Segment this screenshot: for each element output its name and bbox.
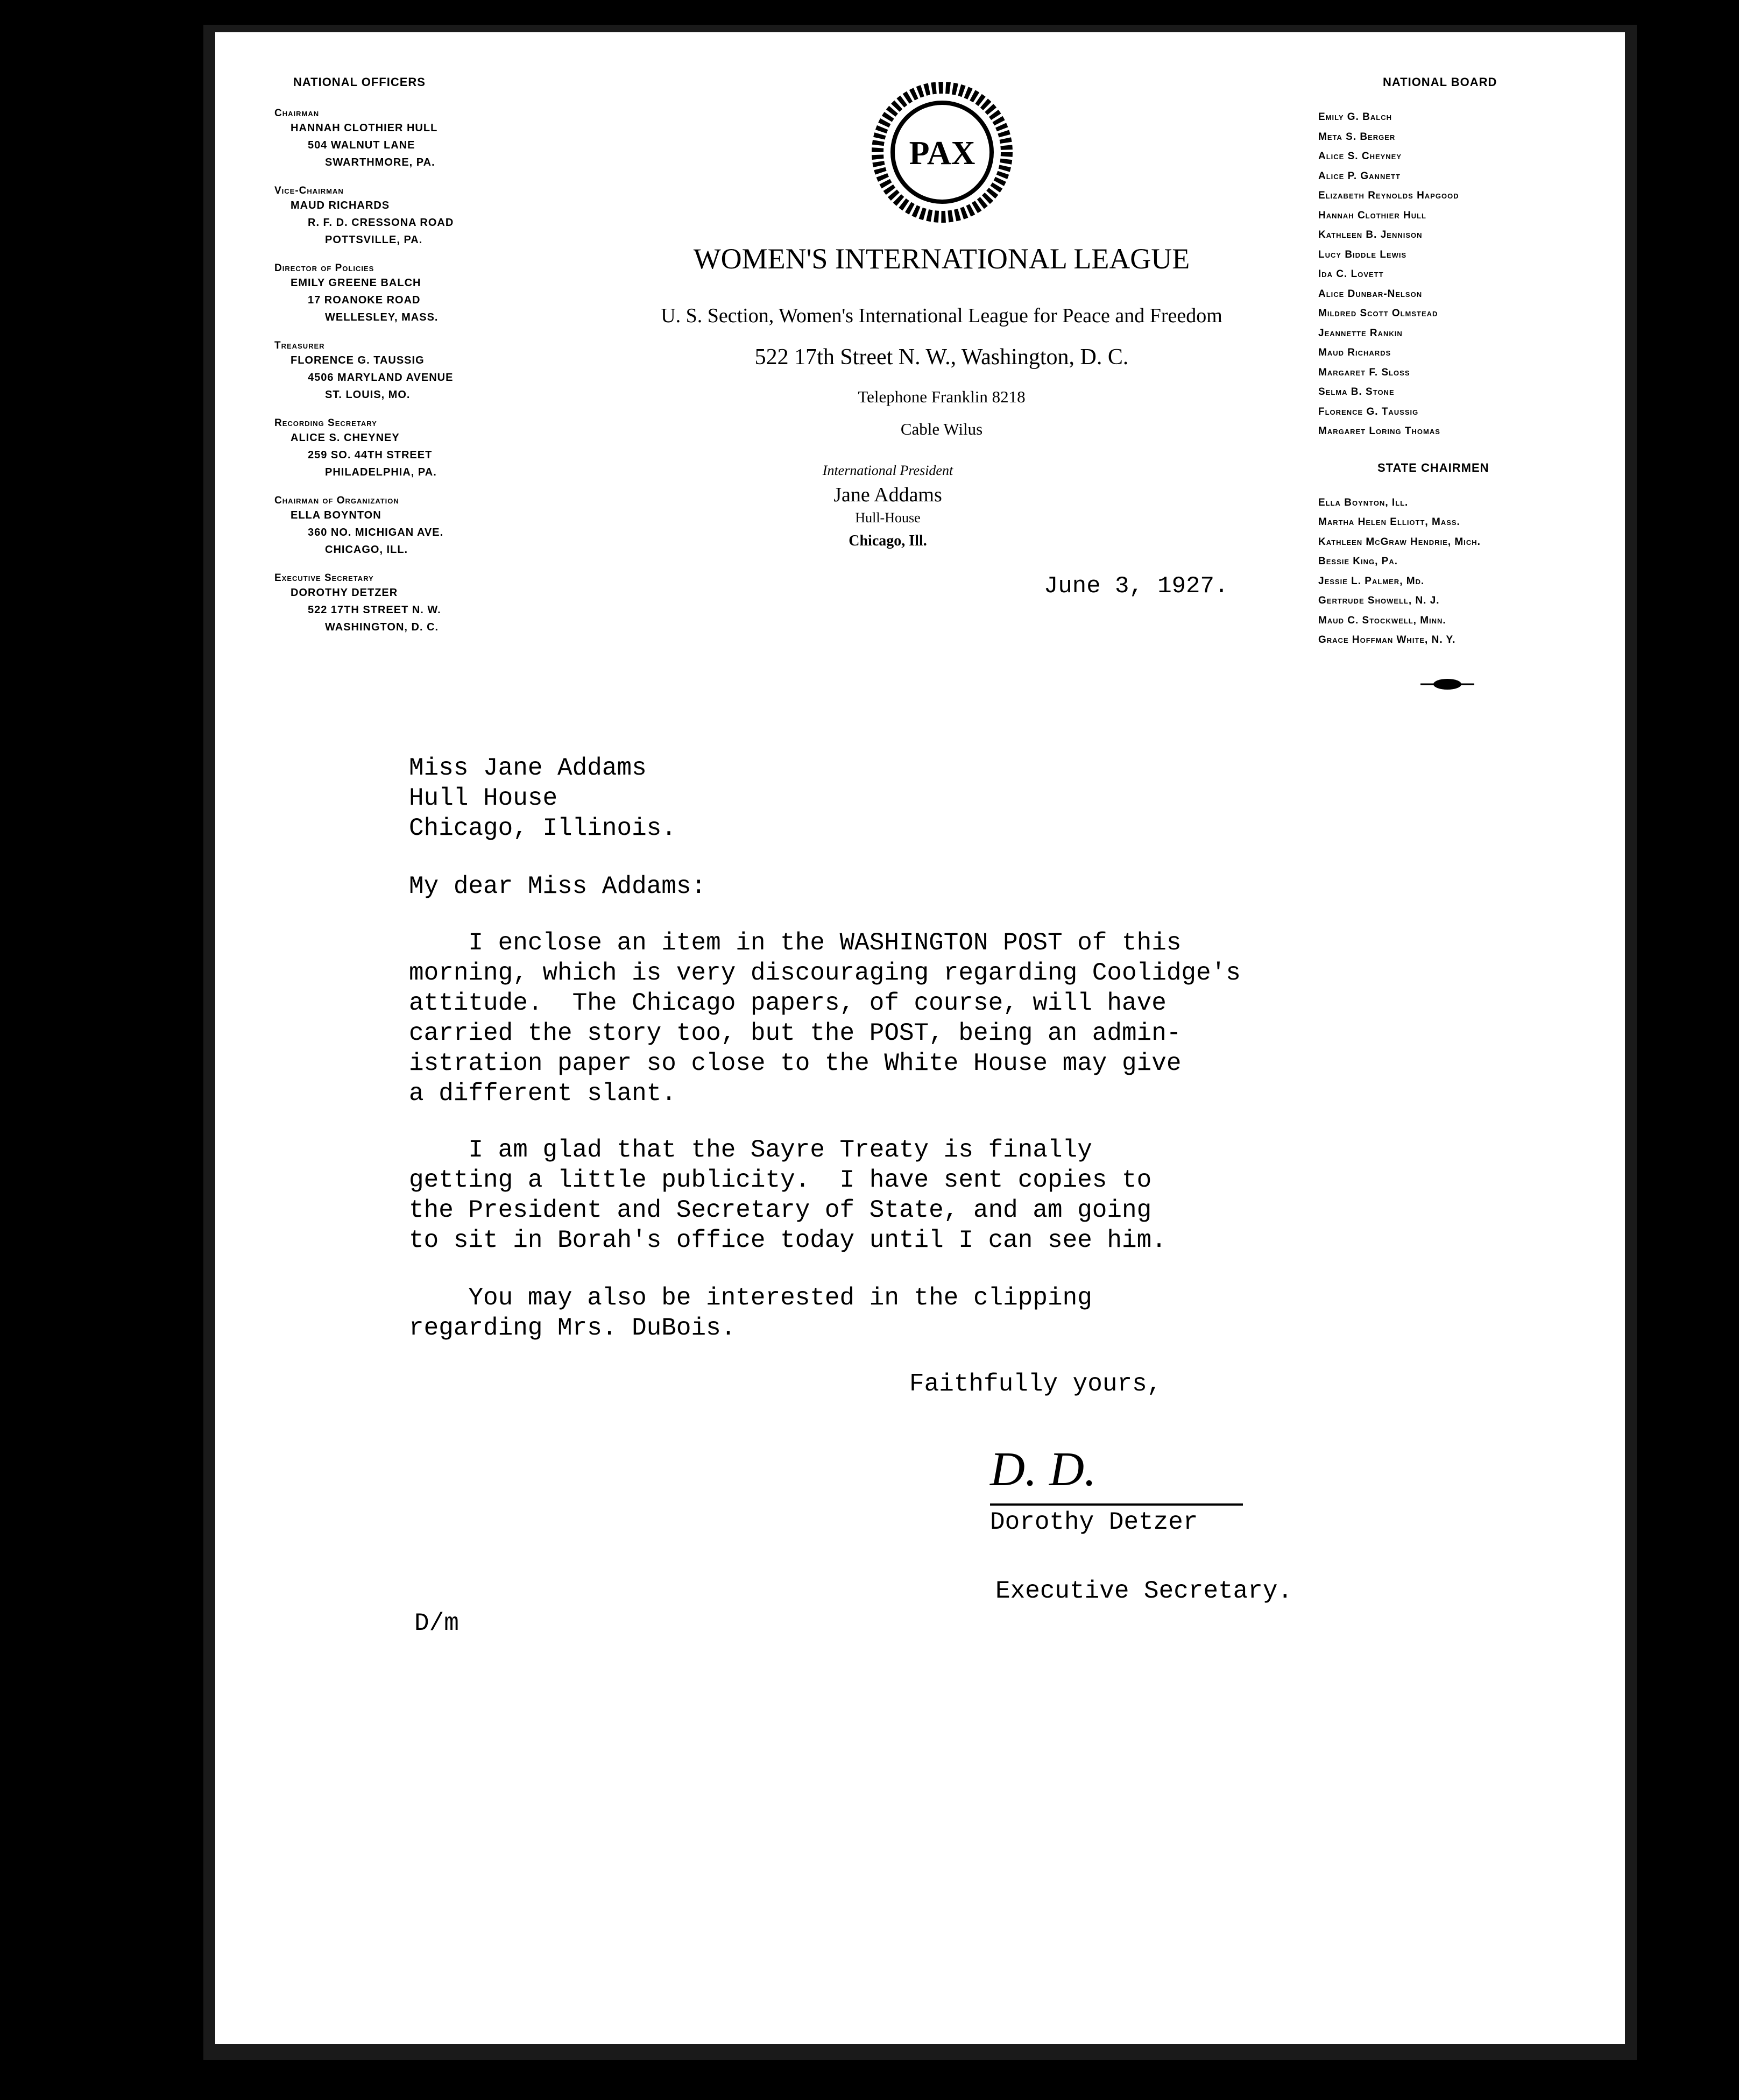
body-line: istration paper so close to the White House may give: [409, 1049, 1182, 1077]
officer-group: [274, 495, 554, 558]
president-addr1: Hull-House: [855, 510, 921, 526]
body-line: a different slant.: [409, 1080, 676, 1108]
officer-line: POTTSVILLE, PA.: [325, 234, 423, 246]
paragraph-2: [409, 1135, 1167, 1255]
pax-seal: [872, 82, 1013, 223]
body-line: morning, which is very discouraging regarding Coolidge's: [409, 959, 1241, 987]
body-line: getting a little publicity. I have sent copies to: [409, 1166, 1152, 1194]
board-member: Meta S. Berger: [1318, 131, 1396, 143]
paragraph-1: [409, 928, 1241, 1109]
state-chairman: Gertrude Showell, N. J.: [1318, 595, 1440, 606]
officer-line: R. F. D. CRESSONA ROAD: [308, 217, 454, 229]
officer-group: [274, 108, 554, 171]
ornament: [1420, 678, 1474, 691]
officer-line: 504 WALNUT LANE: [308, 139, 415, 151]
board-heading: NATIONAL BOARD: [1383, 75, 1497, 89]
org-name: WOMEN'S INTERNATIONAL LEAGUE: [693, 243, 1190, 275]
board-member: Florence G. Taussig: [1318, 406, 1419, 417]
recipient-block: [409, 753, 676, 843]
board-member: Elizabeth Reynolds Hapgood: [1318, 190, 1459, 201]
seal-text: PAX: [909, 135, 975, 172]
state-chairman: Kathleen McGraw Hendrie, Mich.: [1318, 536, 1481, 548]
body-line: the President and Secretary of State, and am going: [409, 1196, 1152, 1224]
officer-title: Executive Secretary: [274, 572, 374, 584]
signer-title: Executive Secretary.: [995, 1577, 1293, 1605]
officer-title: Vice-Chairman: [274, 185, 344, 196]
body-line: attitude. The Chicago papers, of course, will have: [409, 989, 1167, 1017]
board-member: Margaret F. Sloss: [1318, 366, 1410, 378]
officer-group: [274, 417, 554, 481]
officer-title: Chairman: [274, 108, 320, 119]
recipient-line: Miss Jane Addams: [409, 754, 647, 782]
body-line: to sit in Borah's office today until I can see him.: [409, 1226, 1167, 1254]
national-board: [1318, 75, 1598, 650]
officer-line: WELLESLEY, MASS.: [325, 311, 439, 323]
letter-date: June 3, 1927.: [1044, 573, 1229, 600]
recipient-line: Chicago, Illinois.: [409, 814, 676, 842]
officer-line: 522 17TH STREET N. W.: [308, 604, 441, 616]
board-member: Margaret Loring Thomas: [1318, 425, 1440, 437]
org-section: U. S. Section, Women's International League for Peace and Freedom: [661, 304, 1222, 327]
body-line: regarding Mrs. DuBois.: [409, 1314, 736, 1342]
body-line: I enclose an item in the WASHINGTON POST of this: [409, 929, 1182, 957]
officer-title: Director of Policies: [274, 262, 374, 274]
state-list: [1318, 493, 1598, 650]
officer-title: Chairman of Organization: [274, 495, 399, 506]
officer-line: FLORENCE G. TAUSSIG: [291, 354, 425, 366]
ornament-icon: [1420, 678, 1474, 691]
officer-group: [274, 340, 554, 403]
president-name: Jane Addams: [833, 484, 942, 506]
officer-line: DOROTHY DETZER: [291, 587, 398, 599]
board-list: [1318, 108, 1598, 442]
signature-line: [990, 1503, 1243, 1506]
board-member: Alice P. Gannett: [1318, 170, 1401, 182]
body-line: You may also be interested in the clipping: [409, 1284, 1092, 1312]
officer-title: Treasurer: [274, 340, 325, 351]
state-chairman: Grace Hoffman White, N. Y.: [1318, 634, 1456, 645]
state-chairman: Bessie King, Pa.: [1318, 556, 1398, 567]
letter-page: [215, 32, 1625, 2044]
president-addr2: Chicago, Ill.: [849, 533, 927, 549]
officer-line: HANNAH CLOTHIER HULL: [291, 122, 438, 134]
officer-group: [274, 572, 554, 636]
officer-line: 360 NO. MICHIGAN AVE.: [308, 527, 444, 538]
board-member: Emily G. Balch: [1318, 111, 1392, 123]
national-officers: [274, 75, 554, 650]
salutation: My dear Miss Addams:: [409, 872, 706, 900]
state-heading: STATE CHAIRMEN: [1377, 460, 1489, 474]
officer-line: EMILY GREENE BALCH: [291, 277, 421, 289]
board-member: Ida C. Lovett: [1318, 268, 1384, 280]
org-cable: Cable Wilus: [900, 420, 983, 438]
officer-line: ST. LOUIS, MO.: [325, 389, 411, 401]
officer-title: Recording Secretary: [274, 417, 377, 429]
body-line: carried the story too, but the POST, being an admin-: [409, 1019, 1182, 1047]
board-member: Lucy Biddle Lewis: [1318, 249, 1407, 260]
state-chairman: Ella Boynton, Ill.: [1318, 496, 1409, 508]
board-member: Mildred Scott Olmstead: [1318, 308, 1438, 319]
reference-initials: D/m: [414, 1609, 459, 1637]
officer-line: MAUD RICHARDS: [291, 200, 390, 211]
president-title: International President: [822, 463, 953, 478]
state-chairman: Jessie L. Palmer, Md.: [1318, 575, 1425, 587]
officers-heading: NATIONAL OFFICERS: [293, 75, 426, 89]
closing: Faithfully yours,: [909, 1370, 1162, 1398]
officer-line: 4506 MARYLAND AVENUE: [308, 372, 454, 384]
board-member: Maud Richards: [1318, 347, 1391, 358]
board-member: Alice S. Cheyney: [1318, 151, 1402, 162]
pax-wreath-icon: [872, 82, 1013, 223]
recipient-line: Hull House: [409, 784, 558, 812]
state-chairman: Maud C. Stockwell, Minn.: [1318, 614, 1446, 626]
board-member: Hannah Clothier Hull: [1318, 209, 1426, 221]
officer-line: 17 ROANOKE ROAD: [308, 294, 421, 306]
paragraph-3: [409, 1283, 1092, 1343]
board-member: Jeannette Rankin: [1318, 327, 1403, 339]
officer-line: 259 SO. 44TH STREET: [308, 449, 433, 461]
board-member: Selma B. Stone: [1318, 386, 1395, 398]
officer-group: [274, 262, 554, 326]
officer-line: WASHINGTON, D. C.: [325, 621, 439, 633]
officer-line: CHICAGO, ILL.: [325, 544, 408, 556]
officer-group: [274, 185, 554, 249]
board-member: Kathleen B. Jennison: [1318, 229, 1423, 240]
org-address: 522 17th Street N. W., Washington, D. C.: [754, 345, 1129, 370]
org-telephone: Telephone Franklin 8218: [858, 387, 1026, 406]
officer-line: ALICE S. CHEYNEY: [291, 432, 400, 444]
officer-line: SWARTHMORE, PA.: [325, 157, 435, 168]
officer-line: ELLA BOYNTON: [291, 509, 381, 521]
signature-initials: D. D.: [990, 1443, 1097, 1496]
state-chairman: Martha Helen Elliott, Mass.: [1318, 516, 1460, 528]
board-member: Alice Dunbar-Nelson: [1318, 288, 1423, 300]
officers-list: [274, 108, 554, 636]
body-line: I am glad that the Sayre Treaty is finally: [409, 1136, 1092, 1164]
officer-line: PHILADELPHIA, PA.: [325, 466, 437, 478]
signer-name: Dorothy Detzer: [990, 1508, 1198, 1536]
